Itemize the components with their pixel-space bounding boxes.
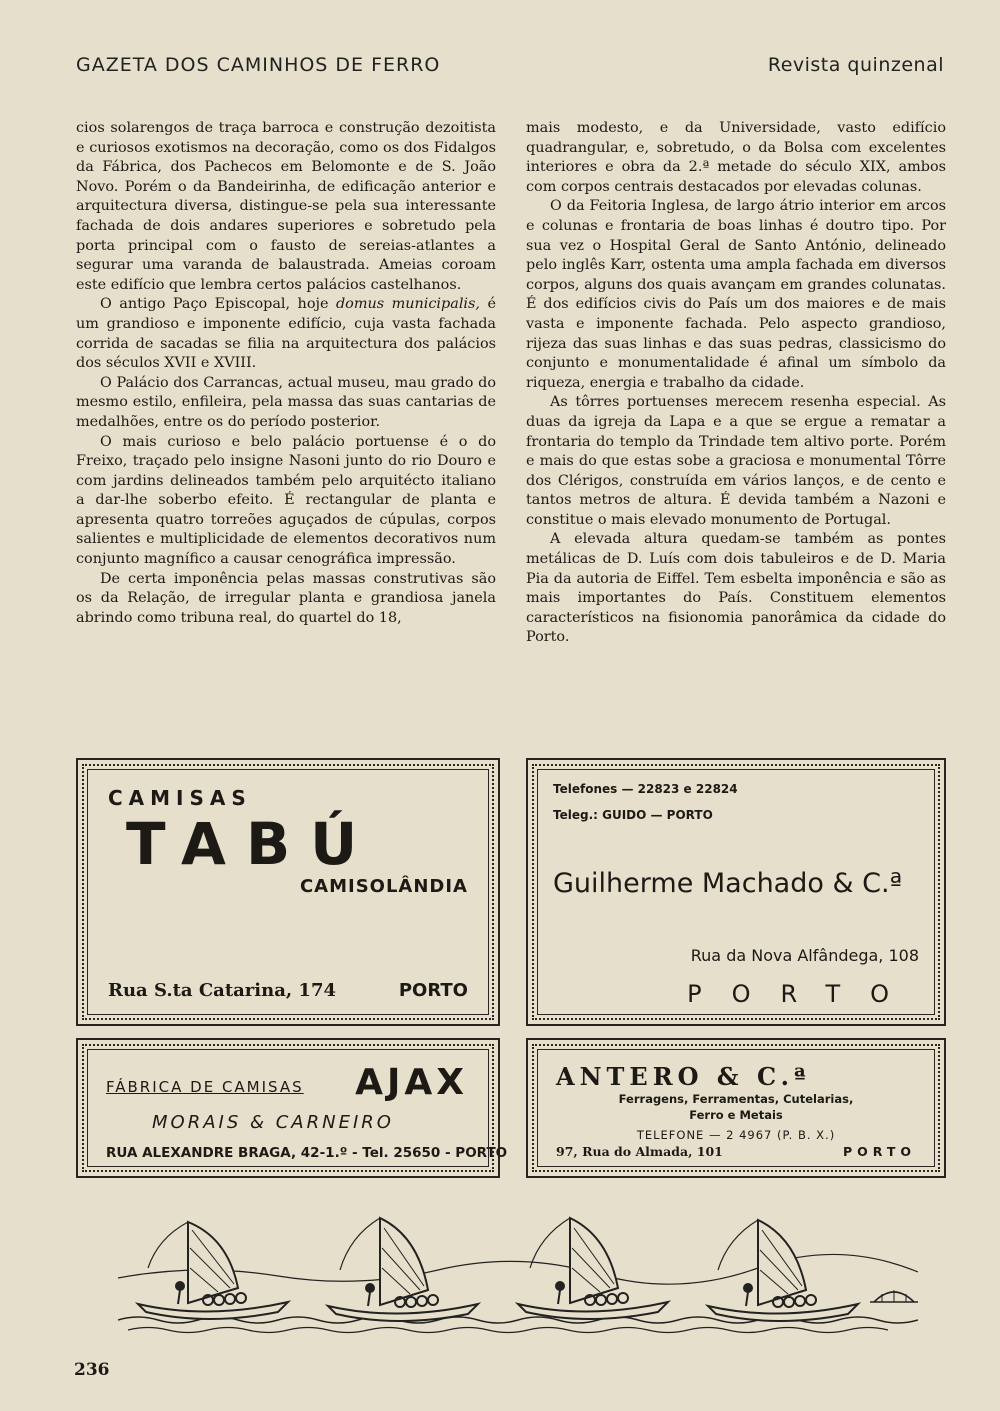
ad-city: PORTO [687,980,919,1008]
ad-telegraph: Teleg.: GUIDO — PORTO [553,808,713,822]
ad-phones: Telefones — 22823 e 22824 [553,782,738,796]
ad-guilherme-machado [526,758,946,1026]
boat-icon [518,1218,668,1319]
rabelo-boats-illustration [118,1208,918,1338]
ad-antero [526,1038,946,1178]
ad-products: Ferro e Metais [689,1108,783,1122]
paragraph: mais modesto, e da Universidade, vasto edifício quadrangular, e, sobretudo, o da Bolsa com excelentes interiores e obra da 2.ª metade do século XIX, ambos com corpos centrais destacados por elevadas colunas. [526,120,946,195]
paragraph: O antigo Paço Episcopal, hoje domus municipalis, é um grandioso e imponente edifício, cuja vasta fachada corrida de sacadas se filia na arquitectura dos palácios dos séculos XVII e XVIII. [76,296,496,372]
ad-tagline: FÁBRICA DE CAMISAS [106,1078,304,1096]
ad-address: Rua S.ta Catarina, 174 [108,980,336,1001]
ad-brand: TABÚ [126,810,378,878]
ad-phone: TELEFONE — 2 4967 (P. B. X.) [636,1128,836,1142]
ad-camisas-tabu [76,758,500,1026]
ad-products: Ferragens, Ferramentas, Cutelarias, [618,1092,854,1106]
ad-subbrand: CAMISOLÂNDIA [299,876,468,897]
article-column-right [526,119,946,648]
header-title: GAZETA DOS CAMINHOS DE FERRO [76,54,441,76]
page-number: 236 [74,1360,110,1380]
ad-owners: MORAIS & CARNEIRO [152,1112,394,1133]
boat-icon [138,1222,288,1319]
paragraph: A elevada altura quedam-se também as pontes metálicas de D. Luís com dois tabuleiros e de D. Maria Pia da autoria de Eiffel. Tem esbelta imponência e são as mais importantes do País. Constituem elementos característicos na fisionomia panorâmica da cidade do Porto. [526,531,946,646]
ad-address: RUA ALEXANDRE BRAGA, 42-1.º - Tel. 25650 - PORTO [106,1145,508,1161]
ad-address: Rua da Nova Alfândega, 108 [690,946,919,965]
ad-brand: Guilherme Machado & C.ª [553,868,903,899]
article-column-left [76,119,496,628]
boat-icon [708,1220,858,1321]
boat-icon [328,1218,478,1321]
ad-tagline: CAMISAS [108,786,252,810]
ad-city: PORTO [842,1144,916,1159]
paragraph: De certa imponência pelas massas construtivas são os da Relação, de irregular planta e grandiosa janela abrindo como tribuna real, do quartel do 18, [76,570,496,626]
paragraph: O da Feitoria Inglesa, de largo átrio interior em arcos e colunas e frontaria de boas linhas é doutro tipo. Por sua vez o Hospital Geral de Santo António, delineado pelo inglês Karr, ostenta uma ampla fachada em diversos corpos, alguns dos quais avançam em grandes colunatas. É dos edifícios civis do País um dos maiores e de mais vasta e imponente fachada. Pelo aspecto grandioso, rijeza das suas linhas e das suas pedras, classicismo do conjunto e monumentalidade é afinal um símbolo da riqueza, energia e trabalho da cidade. [526,198,946,391]
paragraph: cios solarengos de traça barroca e construção dezoitista e curiosos exotismos na decoração, como os dos Fidalgos da Fábrica, dos Pachecos em Belomonte e de S. João Novo. Porém o da Bandeirinha, de edificação anterior e arquitectura diversa, distingue-se pela sua interessante fachada de dois andares superiores e sobretudo pela porta principal com o fausto de sereias-atlantes a segurar uma varanda de balaustrada. Ameias coroam este edifício que lembra certos palácios castelhanos. [76,120,496,293]
paragraph: O mais curioso e belo palácio portuense é o do Freixo, traçado pelo insigne Nasoni junto do rio Douro e com jardins delineados também pelo arquitécto italiano a dar-lhe soberbo efeito. É rectangular de planta e apresenta quatro torreões aguçados de cúpulas, corpos salientes e multiplicidade de elementos decorativos num conjunto magnífico a causar cenográfica impressão. [76,433,496,568]
paragraph: As tôrres portuenses merecem resenha especial. As duas da igreja da Lapa e a que se ergue a rematar a frontaria do templo da Trindade tem altivo porte. Porém e mais do que estas sobe a graciosa e monumental Tôrre dos Clérigos, construída em vários lanços, e de cento e tantos metros de altura. É devida também a Nazoni e constitue o mais elevado monumento de Portugal. [526,394,946,528]
ad-address: 97, Rua do Almada, 101 [556,1144,723,1159]
paragraph: O Palácio dos Carrancas, actual museu, mau grado do mesmo estilo, enfileira, pela massa das suas cantarias de medalhões, entre os do período posterior. [76,374,496,430]
ad-fabrica-ajax [76,1038,508,1178]
bridge-icon [870,1290,918,1302]
ad-city: PORTO [398,980,468,1001]
ad-brand: AJAX [355,1062,468,1103]
ad-brand: ANTERO & C.ª [556,1062,811,1091]
header-subtitle: Revista quinzenal [767,54,944,76]
